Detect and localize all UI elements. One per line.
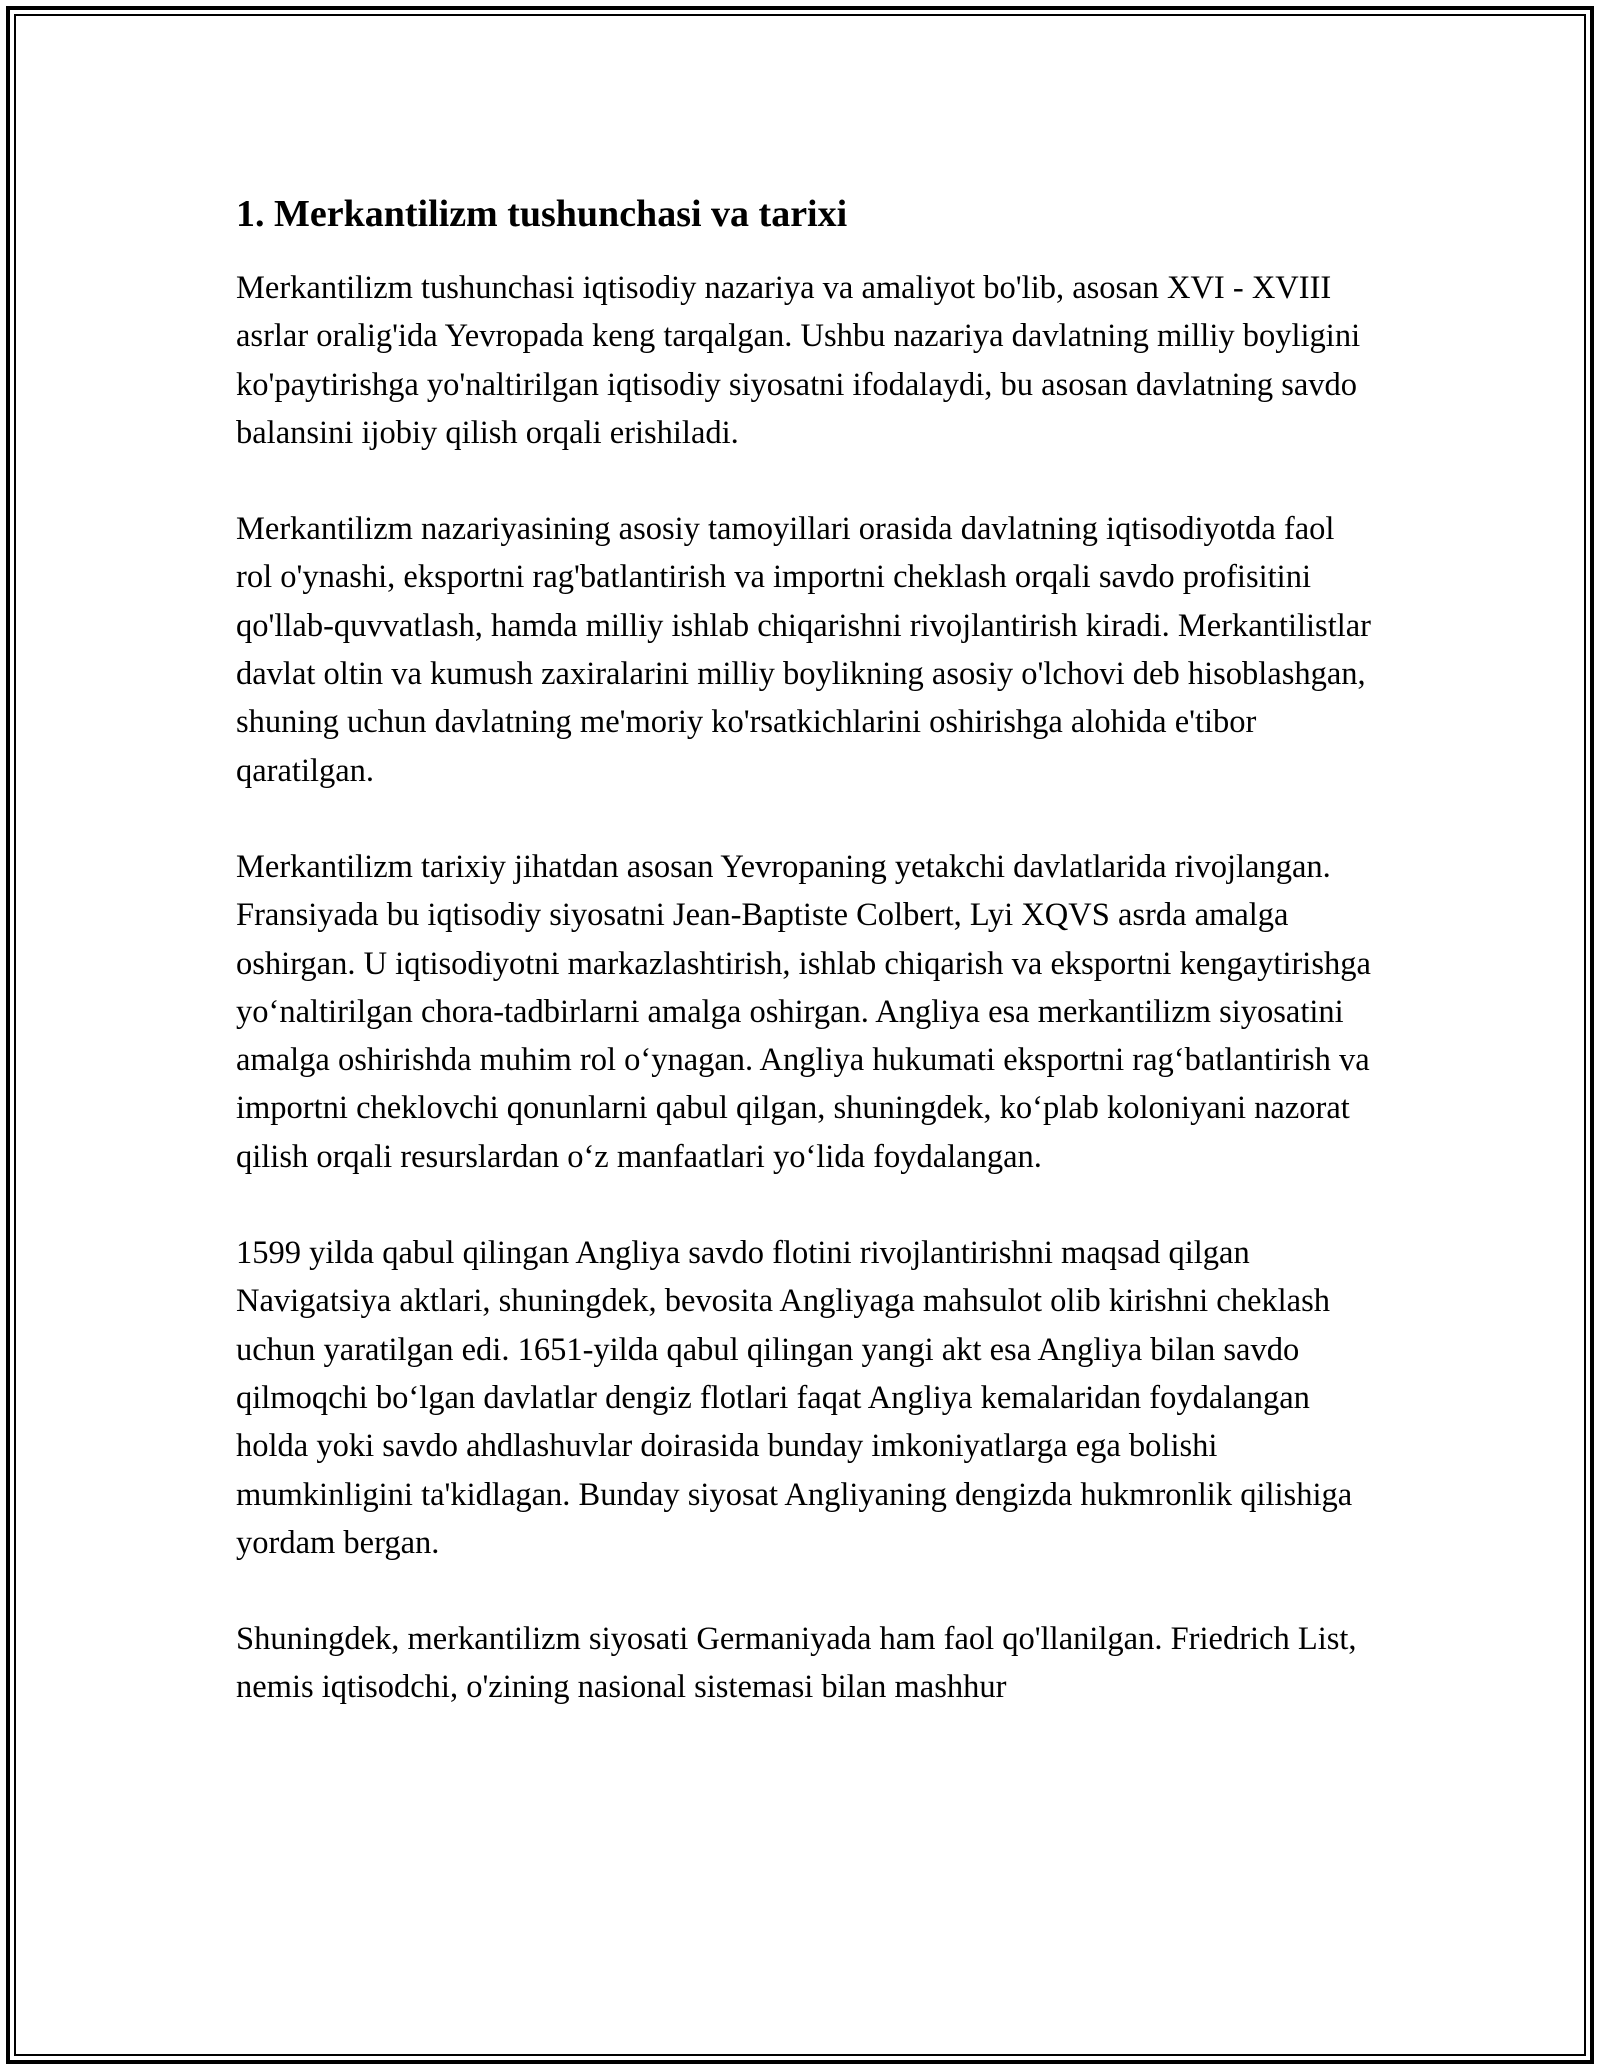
paragraph-navigation-acts: 1599 yilda qabul qilingan Angliya savdo flotini rivojlantirishni maqsad qilgan Navigatsiya aktlari, shuningdek, bevosita Angliyaga mahsulot olib kirishni cheklash uchun yaratilgan edi. 1651-yilda qabul qilingan yangi akt esa Angliya bilan savdo qilmoqchi bo‘lgan davlatlar dengiz flotlari faqat Angliya kemalaridan foydalangan holda yoki savdo ahdlashuvlar doirasida bunday imkoniyatlarga ega bolishi mumkinligini ta'kidlagan. Bunday siyosat Angliyaning dengizda hukmronlik qilishiga yordam bergan.: [236, 1235, 1353, 1561]
paragraph-history: Merkantilizm tarixiy jihatdan asosan Yevropaning yetakchi davlatlarida rivojlangan. Fransiyada bu iqtisodiy siyosatni Jean-Baptiste Colbert, Lyi XQVS asrda amalga oshirgan. U iqtisodiyotni markazlashtirish, ishlab chiqarish va eksportni kengaytirishga yo‘naltirilgan chora-tadbirlarni amalga oshirgan. Angliya esa merkantilizm siyosatini amalga oshirishda muhim rol o‘ynagan. Angliya hukumati eksportni rag‘batlantirish va importni cheklovchi qonunlarni qabul qilgan, shuningdek, ko‘plab koloniyani nazorat qilish orqali resurslardan o‘z manfaatlari yo‘lida foydalangan.: [236, 848, 1371, 1175]
paragraph-germany: Shuningdek, merkantilizm siyosati Germaniyada ham faol qo'llanilgan. Friedrich List, nemis iqtisodchi, o'zining nasional sistemasi bilan mashhur: [236, 1621, 1357, 1706]
section-heading: 1. Merkantilizm tushunchasi va tarixi: [236, 193, 848, 235]
paragraph-definition: Merkantilizm tushunchasi iqtisodiy nazariya va amaliyot bo'lib, asosan XVI - XVIII asrlar oralig'ida Yevropada keng tarqalgan. Ushbu nazariya davlatning milliy boyligini ko'paytirishga yo'naltirilgan iqtisodiy siyosatni ifodalaydi, bu asosan davlatning savdo balansini ijobiy qilish orqali erishiladi.: [236, 270, 1361, 451]
paragraph-principles: Merkantilizm nazariyasining asosiy tamoyillari orasida davlatning iqtisodiyotda faol rol o'ynashi, eksportni rag'batlantirish va importni cheklash orqali savdo profisitini qo'llab-quvvatlash, hamda milliy ishlab chiqarishni rivojlantirish kiradi. Merkantilistlar davlat oltin va kumush zaxiralarini milliy boylikning asosiy o'lchovi deb hisoblashgan, shuning uchun davlatning me'moriy ko'rsatkichlarini oshirishga alohida e'tibor qaratilgan.: [236, 511, 1372, 789]
document-body: [236, 188, 1372, 1760]
